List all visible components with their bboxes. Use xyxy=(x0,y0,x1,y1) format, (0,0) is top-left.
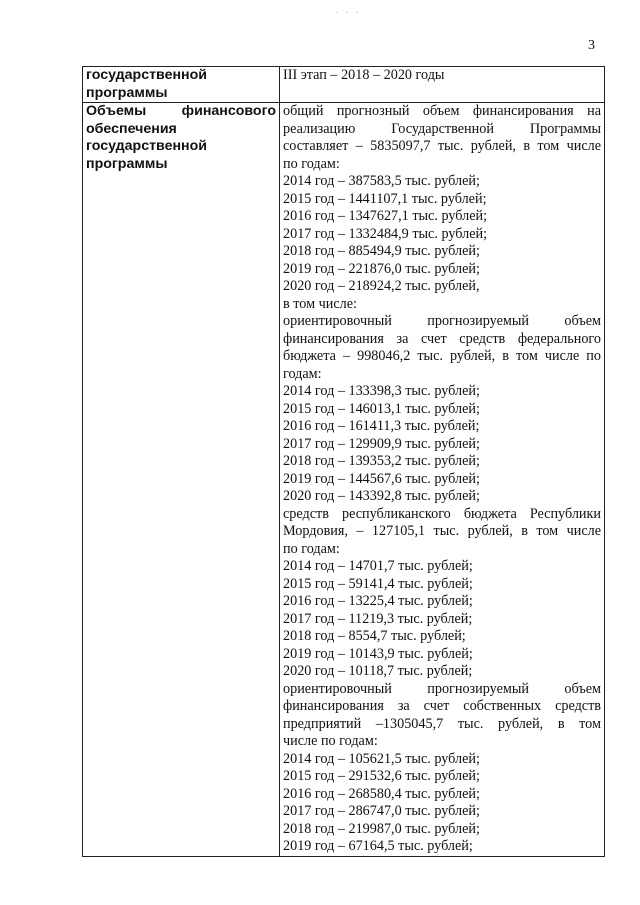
federal-line: ориентировочный прогнозируемый объем xyxy=(283,313,601,329)
total-year-line: 2015 год – 1441107,1 тыс. рублей; xyxy=(283,190,487,207)
federal-year-line: 2016 год – 161411,3 тыс. рублей; xyxy=(283,418,480,434)
table-row xyxy=(83,67,605,103)
program-passport-table xyxy=(82,66,605,857)
intro-line: общий прогнозный объем финансирования на xyxy=(283,103,601,119)
enterprise-line: ориентировочный прогнозируемый объем xyxy=(283,680,601,697)
label-line: государственной xyxy=(86,138,207,154)
republic-line: Мордовия, – 127105,1 тыс. рублей, в том числе xyxy=(283,523,601,539)
label-line: обеспечения xyxy=(86,120,177,137)
federal-year-line: 2014 год – 133398,3 тыс. рублей; xyxy=(283,383,480,399)
intro-line: составляет – 5835097,7 тыс. рублей, в том числе xyxy=(283,138,601,154)
federal-line: годам: xyxy=(283,365,322,382)
row-label-cell xyxy=(83,103,280,857)
republic-year-line: 2017 год – 11219,3 тыс. рублей; xyxy=(283,610,473,627)
republic-line: средств республиканского бюджета Республики xyxy=(283,505,601,522)
label-line: Объемы финансового xyxy=(86,103,276,119)
stage-text: III этап – 2018 – 2020 годы xyxy=(283,67,445,83)
federal-year-line: 2015 год – 146013,1 тыс. рублей; xyxy=(283,400,480,417)
federal-line: финансирования за счет средств федерального xyxy=(283,330,601,347)
table-row xyxy=(83,103,605,857)
label-line: программы xyxy=(86,84,168,101)
total-year-line: 2014 год – 387583,5 тыс. рублей; xyxy=(283,173,480,189)
including-line: в том числе: xyxy=(283,295,357,312)
scan-mark: . . . xyxy=(336,6,361,15)
row-value-cell xyxy=(280,67,605,103)
row-value-cell xyxy=(280,103,605,857)
federal-year-line: 2019 год – 144567,6 тыс. рублей; xyxy=(283,470,480,487)
enterprise-year-line: 2016 год – 268580,4 тыс. рублей; xyxy=(283,785,480,802)
enterprise-year-line: 2015 год – 291532,6 тыс. рублей; xyxy=(283,768,480,784)
total-year-line: 2018 год – 885494,9 тыс. рублей; xyxy=(283,243,480,259)
republic-year-line: 2015 год – 59141,4 тыс. рублей; xyxy=(283,575,473,592)
intro-line: реализацию Государственной Программы xyxy=(283,120,601,137)
republic-year-line: 2014 год – 14701,7 тыс. рублей; xyxy=(283,558,473,574)
enterprise-line: предприятий –1305045,7 тыс. рублей, в том xyxy=(283,715,601,732)
federal-line: бюджета – 998046,2 тыс. рублей, в том числе по xyxy=(283,348,601,364)
republic-year-line: 2019 год – 10143,9 тыс. рублей; xyxy=(283,645,473,662)
row-label-cell xyxy=(83,67,280,103)
enterprise-line: числе по годам: xyxy=(283,733,378,749)
republic-year-line: 2020 год – 10118,7 тыс. рублей; xyxy=(283,663,473,679)
federal-year-line: 2017 год – 129909,9 тыс. рублей; xyxy=(283,435,480,452)
federal-year-line: 2020 год – 143392,8 тыс. рублей; xyxy=(283,488,480,504)
enterprise-year-line: 2018 год – 219987,0 тыс. рублей; xyxy=(283,820,480,837)
enterprise-line: финансирования за счет собственных средств xyxy=(283,698,601,714)
label-line: программы xyxy=(86,155,168,172)
page-number: 3 xyxy=(588,38,595,53)
total-year-line: 2020 год – 218924,2 тыс. рублей, xyxy=(283,278,480,294)
total-year-line: 2019 год – 221876,0 тыс. рублей; xyxy=(283,260,480,277)
republic-year-line: 2018 год – 8554,7 тыс. рублей; xyxy=(283,628,466,644)
republic-year-line: 2016 год – 13225,4 тыс. рублей; xyxy=(283,593,473,609)
total-year-line: 2016 год – 1347627,1 тыс. рублей; xyxy=(283,208,488,224)
republic-line: по годам: xyxy=(283,540,340,557)
total-year-line: 2017 год – 1332484,9 тыс. рублей; xyxy=(283,225,488,242)
enterprise-year-line: 2014 год – 105621,5 тыс. рублей; xyxy=(283,750,480,767)
intro-line: по годам: xyxy=(283,155,340,172)
label-line: государственной xyxy=(86,67,207,83)
federal-year-line: 2018 год – 139353,2 тыс. рублей; xyxy=(283,453,480,469)
enterprise-year-line: 2017 год – 286747,0 тыс. рублей; xyxy=(283,803,480,819)
enterprise-year-line: 2019 год – 67164,5 тыс. рублей; xyxy=(283,838,473,854)
